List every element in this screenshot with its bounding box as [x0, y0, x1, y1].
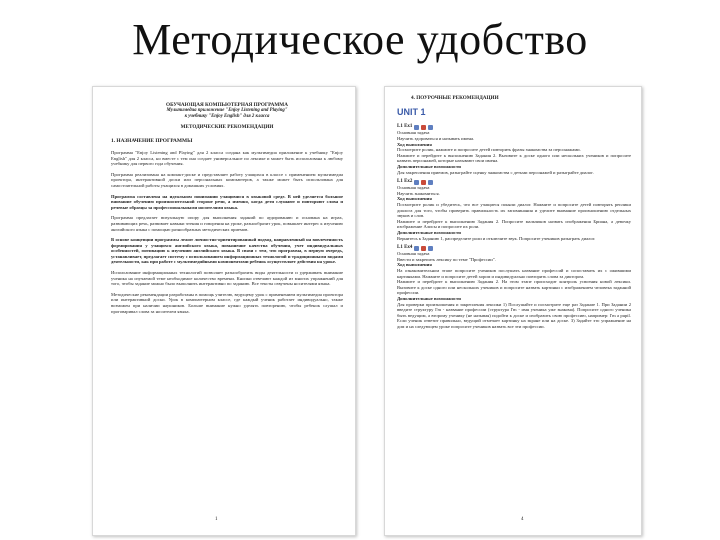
doc-title-recommendations: МЕТОДИЧЕСКИЕ РЕКОМЕНДАЦИИ: [180, 124, 274, 131]
lesson-line: Ход выполнения: [397, 262, 432, 268]
lesson-line: Дополнительные возможности: [397, 163, 461, 169]
page-number: 1: [215, 516, 218, 522]
paragraph-list: [111, 150, 343, 314]
media-icon: [421, 246, 426, 251]
lesson-line: Посмотрите ролик, нажмите и попросите детей повторить фразы знакомства за персонажами.: [397, 147, 581, 153]
doc-subtitle-textbook: к учебнику "Enjoy English" для 2 класса: [184, 114, 270, 120]
body-paragraph: Программа реализована на компакт-диске и представляет работу учащихся в классе с применением мультимедиа проектора, интерактивной доски или персональных компьютеров, а также может быть использована для самостоятельной работы учащихся в домашних условиях.: [111, 171, 343, 188]
body-paragraph: Программа составлена на идеальном понимании учащимися в языковой среде. В ней уделяется большое внимание обучению произносительной стороне речи, а именно, когда дети слушают и повторяют слова и речевые образцы за профессиональными носителями языка.: [111, 193, 343, 210]
lesson-line: Основная задача: [397, 130, 430, 136]
lesson-line: Дополнительные возможности: [397, 296, 461, 302]
lesson-line: Нажмите и перейдите к выполнению Задания 2. На этом этапе происходит контроль усвоения новой лексики. Вызовите к доске одного или нескольких учеников и попросите назвать картинки с изображением человека заданной профессии.: [397, 279, 631, 296]
lesson-block: [397, 245, 631, 329]
doc-subtitle-app: Мультимедиа приложение "Enjoy Listening and Playing": [166, 108, 288, 114]
media-icon: [414, 246, 419, 251]
unit-heading: UNIT 1: [397, 107, 426, 118]
lesson-line: Вернитесь к Заданию 1, распределите роли и отключите звук. Попросите учеников разыграть диалог.: [397, 235, 596, 241]
page-number: 4: [521, 516, 524, 522]
doc-title: ОБУЧАЮЩАЯ КОМПЬЮТЕРНАЯ ПРОГРАММА: [166, 102, 288, 108]
lesson-line: Ход выполнения: [397, 196, 432, 202]
document-page-right: [384, 86, 642, 536]
section-heading: 1. НАЗНАЧЕНИЕ ПРОГРАММЫ: [111, 138, 193, 145]
media-icon: [414, 180, 419, 185]
body-paragraph: В основе концепции программы лежит личностно-ориентированный подход, направленный на вовлеченность формирования у учащихся английского языка, повышение качества обучения, учет индивидуальных особенностей, мотивацию к изучению английского языка. В связи с тем, что программа, в первую очередь, устанавливает, предлагает систему с использованием информационных технологий и традиционными видами деятельности, как при работе с мультимедийными компонентами ребенок осуществляет действия на уроке.: [111, 237, 343, 265]
document-page-left: [92, 86, 356, 536]
lesson-line: Основная задача: [397, 251, 430, 257]
media-icon: [428, 125, 433, 130]
lesson-line: Для проверки произношения и закрепления лексики 1) Послушайте и посмотрите еще раз Задание 1. При Задании 2 введите структуру I'm - название профессии (структура I'm - имя ученика уже знакома). Попросите одного ученика быть ведущим, а второму ученику (не называя) подойти к доске и изобразить свою профессию, например: I'm a pupil. Если ученик ответит правильно, ведущий отмечает картинку на экране или на доске. 3) Задайте это упражнение на дом и на следующем уроке попросите учеников назвать все эти профессии.: [397, 301, 631, 329]
media-icon: [428, 180, 433, 185]
section-heading: 4. ПОУРОЧНЫЕ РЕКОМЕНДАЦИИ: [411, 95, 499, 101]
lesson-line: Дополнительные возможности: [397, 230, 461, 235]
lesson-line: Нажмите и перейдите к выполнению Задания 2. Попросите мальчиков назвать изображения Бриана, а девочку изображение Алисы и попросите их роли.: [397, 218, 631, 230]
lesson-line: Основная задача: [397, 185, 430, 191]
body-paragraph: Методические рекомендации разработаны в помощь учителю, ведущему урок с применением мультимедиа проектора или интерактивной доски. Урок в компьютерном классе, где каждый ученик работает индивидуально, также возможен при наличии наушников. Больше внимание нужно уделять повторению, чтобы ребенок слушал и проговаривал слова за носителем языка.: [111, 291, 343, 314]
lesson-line: Ход выполнения: [397, 141, 432, 147]
lesson-list: [397, 124, 631, 329]
lesson-line: Научить знакомиться.: [397, 190, 440, 196]
lesson-line: Ввести и закрепить лексику по теме "Профессии".: [397, 256, 496, 262]
lesson-line: На ознакомительном этапе попросите учеников послушать название профессий и сопоставить их с ожившими картинками. Нажмите и попросите детей хором и индивидуально повторить слова за диктором.: [397, 268, 631, 279]
lesson-block: [397, 124, 631, 175]
body-paragraph: Программа предлагает визуальную опору для выполнения заданий по аудированию и основана на играх, развивающих речь, развивает навыки чтения и говорения на уроке, разнообразит урок, повышает интерес к изучению английского языка с помощью разнообразных методических приемов.: [111, 215, 343, 232]
lesson-label: L1 Ex4: [397, 245, 413, 251]
lesson-label: L1 Ex1: [397, 124, 413, 130]
lesson-line: Посмотрите ролик и убедитесь, что все учащиеся поняли диалог. Нажмите и попросите детей повторять реплики диалога для того, чтобы проверить правильность их запоминания и уделите внимание произношению отдельных звуков и слов.: [397, 202, 631, 219]
media-icon: [414, 125, 419, 130]
lesson-line: Для закрепления приемов, разыграйте сценку знакомства с детьми персонажей и разыграйте диалог.: [397, 169, 594, 175]
lesson-label: L1 Ex2: [397, 179, 413, 185]
lesson-line: Нажмите и перейдите к выполнению Задания 2. Вызовите к доске одного или нескольких учеников и попросите назвать персонажей, которые называют свои имена.: [397, 152, 631, 164]
media-icon: [421, 180, 426, 185]
lesson-block: [397, 179, 631, 241]
media-icon: [421, 125, 426, 130]
body-paragraph: Программа "Enjoy Listening and Playing" для 2 класса создана как мультимедиа приложение к учебнику "Enjoy English" для 2 класса, но вместе с тем она создает универсальное по лексике и может быть использована к любому учебнику для первого года обучения.: [111, 149, 343, 167]
lesson-line: Научить здороваться и называть имена.: [397, 136, 475, 141]
slide-title: Методическое удобство: [132, 15, 588, 64]
body-paragraph: Использование информационных технологий позволяет разнообразить виды деятельности и удерживать внимание ученика на изучаемой теме необходимое количество времени. Кнопки отвечают каждой из многих упражнений для того, чтобы задание можно было выполнить интерактивно по заданию. Все тексты озвучены носителями языка.: [111, 270, 343, 287]
media-icon: [428, 246, 433, 251]
